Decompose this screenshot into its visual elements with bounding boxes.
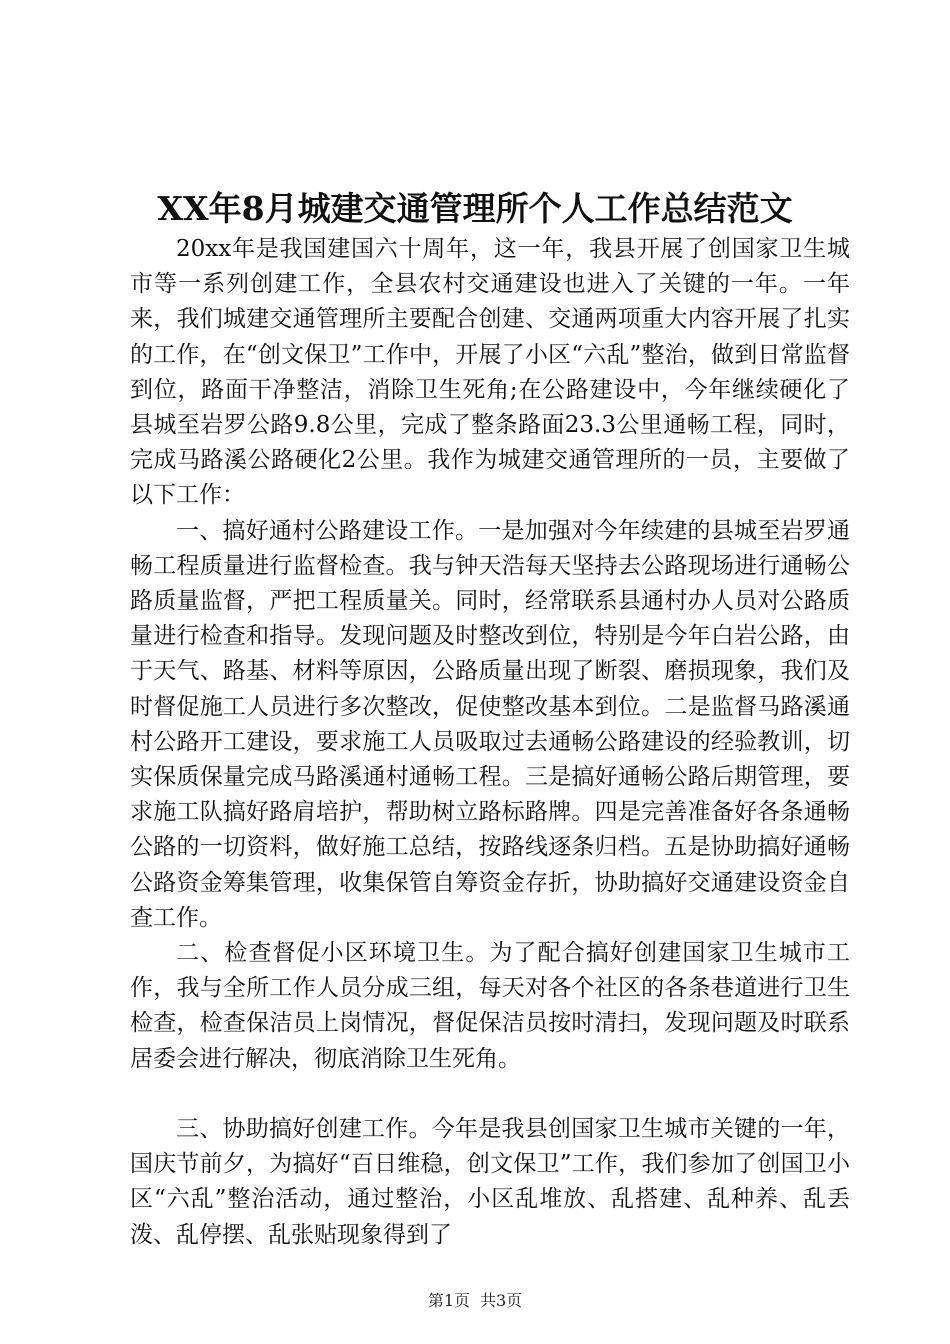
paragraph-section-2: 二、检查督促小区环境卫生。为了配合搞好创建国家卫生城市工作，我与全所工作人员分成三组，每天对各个社区的各条巷道进行卫生检查，检查保洁员上岗情况，督促保洁员按时清扫，发现问题及时联系居委会进行解决，彻底消除卫生死角。 [130,940,850,1072]
document-body [130,232,850,1253]
paragraph-spacer [130,1077,850,1112]
paragraph-section-1: 一、搞好通村公路建设工作。一是加强对今年续建的县城至岩罗通畅工程质量进行监督检查。我与钟天浩每天坚持去公路现场进行通畅公路质量监督，严把工程质量关。同时，经常联系县通村办人员对公路质量进行检查和指导。发现问题及时整改到位，特别是今年白岩公路，由于天气、路基、材料等原因，公路质量出现了断裂、磨损现象，我们及时督促施工人员进行多次整改，促使整改基本到位。二是监督马路溪通村公路开工建设，要求施工人员吸取过去通畅公路建设的经验教训，切实保质保量完成马路溪通村通畅工程。三是搞好通畅公路后期管理，要求施工队搞好路肩培护，帮助树立路标路牌。四是完善准备好各条通畅公路的一切资料，做好施工总结，按路线逐条归档。五是协助搞好通畅公路资金筹集管理，收集保管自筹资金存折，协助搞好交通建设资金自查工作。 [130,517,850,931]
paragraph-intro: 20xx年是我国建国六十周年，这一年，我县开展了创国家卫生城市等一系列创建工作，全县农村交通建设也进入了关键的一年。一年来，我们城建交通管理所主要配合创建、交通两项重大内容开展了扎实的工作，在“创文保卫”工作中，开展了小区“六乱”整治，做到日常监督到位，路面干净整洁，消除卫生死角;在公路建设中，今年继续硬化了县城至岩罗公路9.8公里，完成了整条路面23.3公里通畅工程，同时，完成马路溪公路硬化2公里。我作为城建交通管理所的一员，主要做了以下工作： [130,236,850,509]
paragraph-section-3: 三、协助搞好创建工作。今年是我县创国家卫生城市关键的一年，国庆节前夕，为搞好“百日维稳，创文保卫”工作，我们参加了创国卫小区“六乱”整治活动，通过整治，小区乱堆放、乱搭建、乱种养、乱丢泼、乱停摆、乱张贴现象得到了 [130,1116,850,1248]
page-total: 共3页 [480,1291,523,1310]
page-footer [0,1290,950,1312]
page-number: 第1页 [427,1291,470,1310]
document-title: XX年8月城建交通管理所个人工作总结范文 [157,189,793,228]
